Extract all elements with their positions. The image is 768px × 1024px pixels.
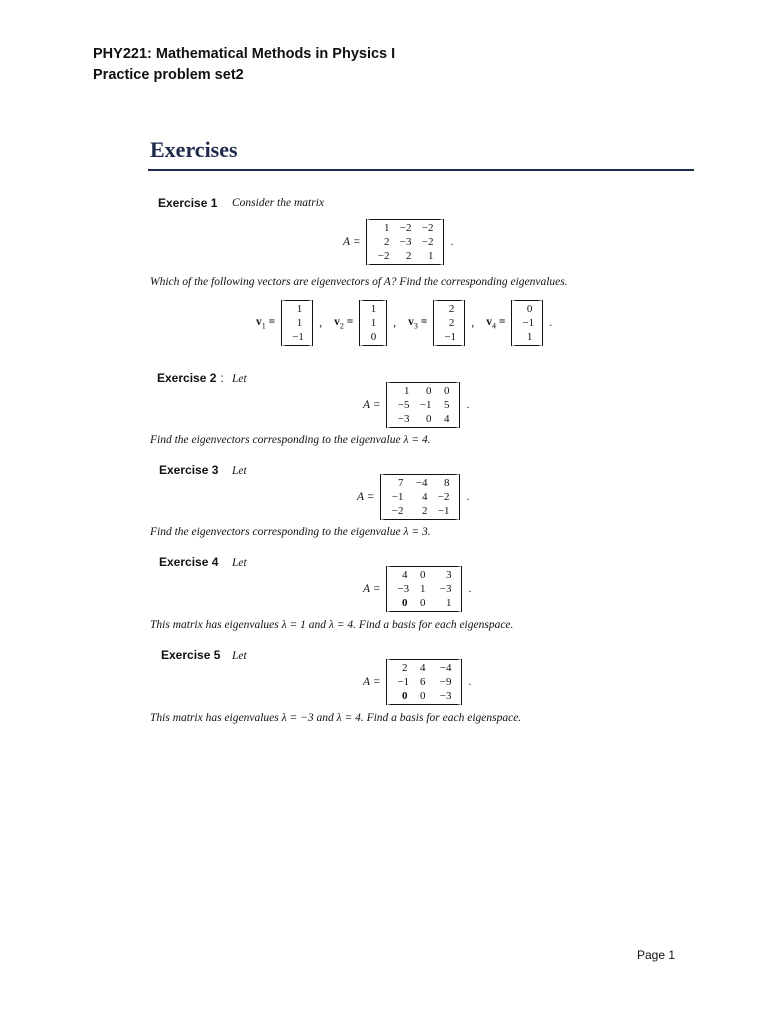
problem-set-title: Practice problem set2 xyxy=(93,67,244,83)
matrix-lhs: A = xyxy=(357,491,375,503)
exercise-4-question: This matrix has eigenvalues λ = 1 and λ = 4. Find a basis for each eigenspace. xyxy=(150,619,514,631)
matrix-lhs: A = xyxy=(363,583,381,595)
vector-name: $v_1$ = xyxy=(256,315,276,331)
matrix-cell: 4 xyxy=(401,569,408,581)
matrix-cell: −1 xyxy=(437,505,450,517)
matrix-cell: −1 xyxy=(391,491,404,503)
exercise-4-matrix xyxy=(386,566,462,612)
matrix-cell: 2 xyxy=(401,662,408,674)
vector-name: $v_2$ = xyxy=(334,315,354,331)
exercise-3-label: Exercise 3 xyxy=(159,463,219,477)
comma: , xyxy=(319,317,323,329)
section-heading: Exercises xyxy=(150,137,238,162)
heading-rule xyxy=(148,169,694,171)
matrix-cell: −3 xyxy=(439,690,452,702)
exercise-2-label: Exercise 2 : xyxy=(157,371,224,385)
vector-column xyxy=(359,300,387,346)
exercise-5-label: Exercise 5 xyxy=(161,648,221,662)
exercise-1-matrix xyxy=(366,219,444,265)
period: . xyxy=(450,236,454,248)
matrix-cell: 0 xyxy=(419,597,426,609)
exercise-5-matrix-line xyxy=(363,659,471,705)
exercise-3-intro: Let xyxy=(232,465,247,477)
vector-cell: −1 xyxy=(522,317,535,329)
matrix-cell: −3 xyxy=(399,236,412,248)
matrix-cell: −2 xyxy=(437,491,450,503)
period: . xyxy=(468,583,472,595)
matrix-cell: 3 xyxy=(445,569,452,581)
exercise-5-matrix xyxy=(386,659,462,705)
matrix-cell: 1 xyxy=(427,250,434,262)
page-number: Page 1 xyxy=(637,948,676,962)
exercise-5-question: This matrix has eigenvalues λ = −3 and λ = 4. Find a basis for each eigenspace. xyxy=(150,712,522,724)
vector-cell: 0 xyxy=(370,331,377,343)
matrix-cell: 2 xyxy=(383,236,390,248)
matrix-cell: 6 xyxy=(419,676,426,688)
exercise-2-question: Find the eigenvectors corresponding to the eigenvalue λ = 4. xyxy=(150,434,431,446)
matrix-cell: 4 xyxy=(443,413,450,425)
vector-cell: 1 xyxy=(296,317,303,329)
matrix-cell: −2 xyxy=(399,222,412,234)
matrix-cell: −4 xyxy=(439,662,452,674)
exercise-4-intro: Let xyxy=(232,557,247,569)
matrix-cell: −3 xyxy=(439,583,452,595)
matrix-cell: 0 xyxy=(419,690,426,702)
exercise-1-question: Which of the following vectors are eigenvectors of A? Find the corresponding eigenvalues. xyxy=(150,276,568,288)
matrix-cell: 7 xyxy=(397,477,404,489)
period: . xyxy=(468,676,472,688)
matrix-cell: 4 xyxy=(421,491,428,503)
matrix-cell: −1 xyxy=(397,676,410,688)
vector-v2 xyxy=(334,300,406,346)
vector-cell: 2 xyxy=(448,317,455,329)
vector-v4 xyxy=(486,300,552,346)
matrix-cell: −2 xyxy=(421,222,434,234)
vector-v3 xyxy=(408,300,484,346)
matrix-cell: 1 xyxy=(419,583,426,595)
vector-cell: 1 xyxy=(370,317,377,329)
matrix-cell: 2 xyxy=(405,250,412,262)
comma: , xyxy=(471,317,475,329)
exercise-2-intro: Let xyxy=(232,373,247,385)
matrix-cell: −9 xyxy=(439,676,452,688)
matrix-cell: −2 xyxy=(391,505,404,517)
vector-cell: 0 xyxy=(526,303,533,315)
vector-v1 xyxy=(256,300,332,346)
vector-cell: 2 xyxy=(448,303,455,315)
matrix-lhs: A = xyxy=(363,676,381,688)
matrix-lhs: A = xyxy=(363,399,381,411)
matrix-cell: 8 xyxy=(443,477,450,489)
matrix-lhs: A = xyxy=(343,236,361,248)
vector-cell: 1 xyxy=(296,303,303,315)
matrix-cell: −4 xyxy=(415,477,428,489)
matrix-cell: 0 xyxy=(425,385,432,397)
exercise-3-matrix xyxy=(380,474,460,520)
vector-cell: −1 xyxy=(292,331,304,343)
exercise-2-matrix-line xyxy=(363,382,469,428)
matrix-cell: −3 xyxy=(397,413,410,425)
matrix-cell: 5 xyxy=(443,399,450,411)
exercise-2-matrix xyxy=(386,382,460,428)
exercise-1-vectors xyxy=(256,300,554,346)
vector-cell: 1 xyxy=(526,331,533,343)
matrix-cell: 1 xyxy=(383,222,390,234)
matrix-cell: 1 xyxy=(403,385,410,397)
exercise-3-matrix-line xyxy=(357,474,469,520)
matrix-cell: −3 xyxy=(397,583,410,595)
exercise-5-intro: Let xyxy=(232,650,247,662)
vector-column xyxy=(511,300,543,346)
matrix-cell: 0 xyxy=(419,569,426,581)
exercise-1-label: Exercise 1 xyxy=(158,196,218,210)
matrix-cell: 0 xyxy=(425,413,432,425)
exercise-1-intro: Consider the matrix xyxy=(232,197,324,209)
vector-column xyxy=(281,300,313,346)
comma: , xyxy=(393,317,397,329)
matrix-cell: −2 xyxy=(421,236,434,248)
matrix-cell: 0 xyxy=(443,385,450,397)
exercise-4-label: Exercise 4 xyxy=(159,555,219,569)
vector-cell: 1 xyxy=(370,303,377,315)
period: . xyxy=(466,491,470,503)
exercise-1-matrix-line xyxy=(343,219,453,265)
matrix-cell: −5 xyxy=(397,399,410,411)
matrix-cell: 4 xyxy=(419,662,426,674)
vector-column xyxy=(433,300,465,346)
course-title: PHY221: Mathematical Methods in Physics I xyxy=(93,46,396,62)
vector-name: $v_3$ = xyxy=(408,315,428,331)
matrix-cell: 1 xyxy=(445,597,452,609)
matrix-cell: 0 xyxy=(401,690,408,702)
exercise-3-question: Find the eigenvectors corresponding to the eigenvalue λ = 3. xyxy=(150,526,431,538)
matrix-cell: 0 xyxy=(401,597,408,609)
exercise-4-matrix-line xyxy=(363,566,471,612)
vector-name: $v_4$ = xyxy=(486,315,506,331)
vector-cell: −1 xyxy=(444,331,457,343)
matrix-cell: −1 xyxy=(419,399,432,411)
period: . xyxy=(466,399,470,411)
matrix-cell: −2 xyxy=(377,250,390,262)
period: . xyxy=(549,317,553,329)
matrix-cell: 2 xyxy=(421,505,428,517)
